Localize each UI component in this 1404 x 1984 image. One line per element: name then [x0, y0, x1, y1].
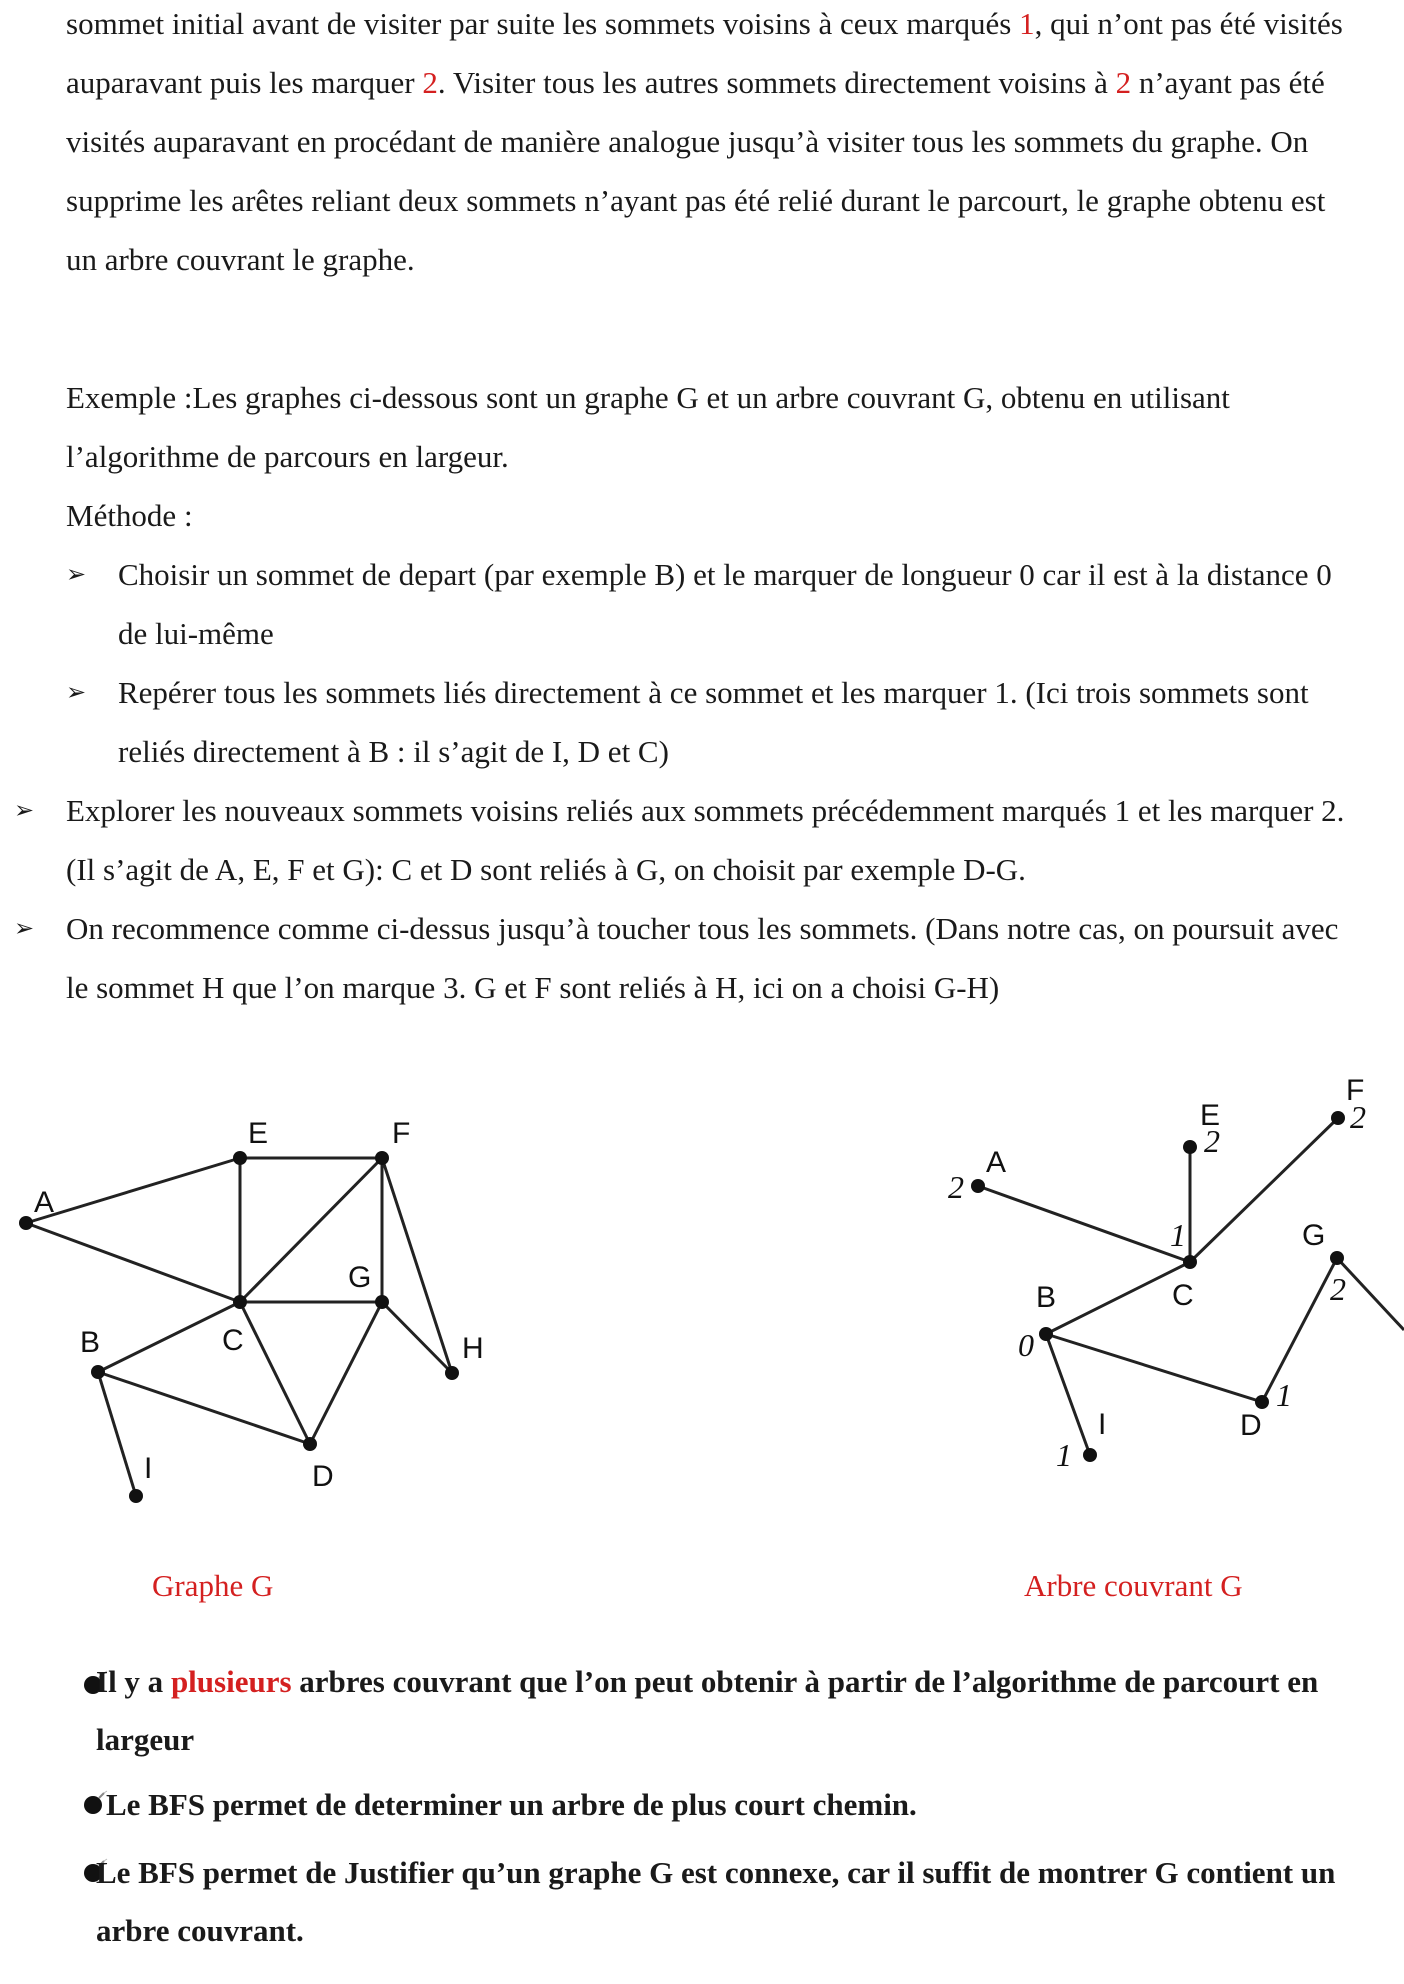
step-3-text: Explorer les nouveaux sommets voisins reliés aux sommets précédemment marqués 1 et les marquer 2. (Il s’agit de A, E, F et G): C et D sont reliés à G, on choisit par exemple D-G. [66, 793, 1345, 887]
arrow-bullet-icon: ➢ [14, 796, 35, 824]
intro-text-c: . Visiter tous les autres sommets directement voisins à [437, 65, 1116, 100]
tree-edge-d-g [1262, 1258, 1337, 1402]
edge-f-h [382, 1158, 452, 1373]
tree-vertex-c [1183, 1255, 1197, 1269]
note-1-text-a: Il y a [96, 1664, 171, 1699]
mark-f: 2 [1350, 1099, 1366, 1135]
tree-vertex-f [1331, 1111, 1345, 1125]
mark-e: 2 [1204, 1123, 1220, 1159]
arrow-bullet-icon: ➢ [14, 914, 35, 942]
label-f: F [392, 1117, 411, 1150]
mark-a: 2 [948, 1169, 964, 1205]
step-2-text: Repérer tous les sommets liés directement à ce sommet et les marquer 1. (Ici trois sommets sont reliés directement à B : il s’agit de I, D et C) [118, 675, 1309, 769]
note-3: Le BFS permet de Justifier qu’un graphe G est connexe, car il suffit de montrer G contient un arbre couvrant. [96, 1855, 1336, 1948]
tree-label-b: B [1036, 1281, 1057, 1314]
intro-paragraph [66, 0, 1356, 289]
mark-g: 2 [1330, 1271, 1346, 1307]
vertex-c [233, 1295, 247, 1309]
vertex-i [129, 1489, 143, 1503]
label-c: C [222, 1324, 244, 1357]
note-1-highlight: plusieurs [170, 1664, 292, 1699]
method-heading: Méthode : [66, 498, 193, 533]
tree-vertex-e [1183, 1140, 1197, 1154]
tree-edge-a-c [978, 1186, 1190, 1262]
intro-text-d: n’ayant pas été visités auparavant en procédant de manière analogue jusqu’à visiter tous les sommets du graphe. On supprime les arêtes reliant deux sommets n’ayant pas été relié durant le parcourt, le graphe obtenu est un arbre couvrant le graphe. [66, 65, 1326, 277]
tree-label-g: G [1302, 1219, 1326, 1252]
vertex-a [19, 1216, 33, 1230]
intro-text-b: , qui n’ont pas été visités auparavant puis les marquer [66, 6, 1343, 100]
mark-i: 1 [1056, 1437, 1072, 1473]
step-4-text: On recommence comme ci-dessus jusqu’à toucher tous les sommets. (Dans notre cas, on poursuit avec le sommet H que l’on marque 3. G et F sont reliés à H, ici on a choisi G-H) [66, 911, 1339, 1005]
tree-vertex-g [1330, 1251, 1344, 1265]
arrow-bullet-icon: ➢ [66, 560, 87, 588]
tree-label-a: A [986, 1146, 1007, 1179]
intro-mark-2: 2 [422, 65, 438, 100]
vertex-b [91, 1365, 105, 1379]
note-2: Le BFS permet de determiner un arbre de plus court chemin. [106, 1787, 917, 1822]
mark-b: 0 [1018, 1327, 1034, 1363]
label-b: B [80, 1326, 101, 1359]
tree-vertex-a [971, 1179, 985, 1193]
note-1 [96, 1653, 1346, 1769]
mark-c: 1 [1170, 1217, 1186, 1253]
tree-edge-c-b [1046, 1262, 1190, 1334]
tree-label-i: I [1098, 1408, 1107, 1441]
tree-label-c: C [1172, 1279, 1194, 1312]
tree-edge-b-d [1046, 1334, 1262, 1402]
label-a: A [34, 1186, 55, 1219]
arrow-bullet-icon: ➢ [66, 678, 87, 706]
graph-g-caption: Graphe G [152, 1568, 274, 1603]
label-g: G [348, 1261, 372, 1294]
vertex-f [375, 1151, 389, 1165]
vertex-g [375, 1295, 389, 1309]
tree-edge-g-h [1337, 1258, 1404, 1330]
tree-vertex-d [1255, 1395, 1269, 1409]
label-d: D [312, 1460, 334, 1493]
note-1-text-b: arbres couvrant que l’on peut obtenir à partir de l’algorithme de parcourt en largeur [96, 1664, 1319, 1757]
mark-d: 1 [1276, 1377, 1292, 1413]
vertex-h [445, 1366, 459, 1380]
tree-vertex-b [1039, 1327, 1053, 1341]
label-e: E [248, 1117, 269, 1150]
example-paragraph: Exemple :Les graphes ci-dessous sont un graphe G et un arbre couvrant G, obtenu en utilisant l’algorithme de parcours en largeur. [66, 380, 1230, 474]
edge-a-c [26, 1223, 240, 1302]
tree-vertex-i [1083, 1448, 1097, 1462]
tree-label-d: D [1240, 1409, 1262, 1442]
edge-a-e [26, 1158, 240, 1223]
vertex-e [233, 1151, 247, 1165]
label-i: I [144, 1452, 153, 1485]
edge-b-i [98, 1372, 136, 1496]
label-h: H [462, 1332, 484, 1365]
vertex-d [303, 1437, 317, 1451]
tree-label-f: F [1346, 1074, 1365, 1107]
intro-text-a: sommet initial avant de visiter par suite les sommets voisins à ceux marqués [66, 6, 1020, 41]
edge-b-c [98, 1302, 240, 1372]
bomb-icon [82, 1790, 108, 1816]
intro-mark-3: 2 [1115, 65, 1132, 100]
step-1-text: Choisir un sommet de depart (par exemple B) et le marquer de longueur 0 car il est à la distance 0 de lui-même [118, 557, 1332, 651]
tree-label-e: E [1200, 1099, 1221, 1132]
intro-mark-1: 1 [1019, 6, 1035, 41]
tree-caption: Arbre couvrant G [1024, 1568, 1243, 1603]
edge-g-d [310, 1302, 382, 1444]
graphs-figure [0, 1040, 1404, 1540]
